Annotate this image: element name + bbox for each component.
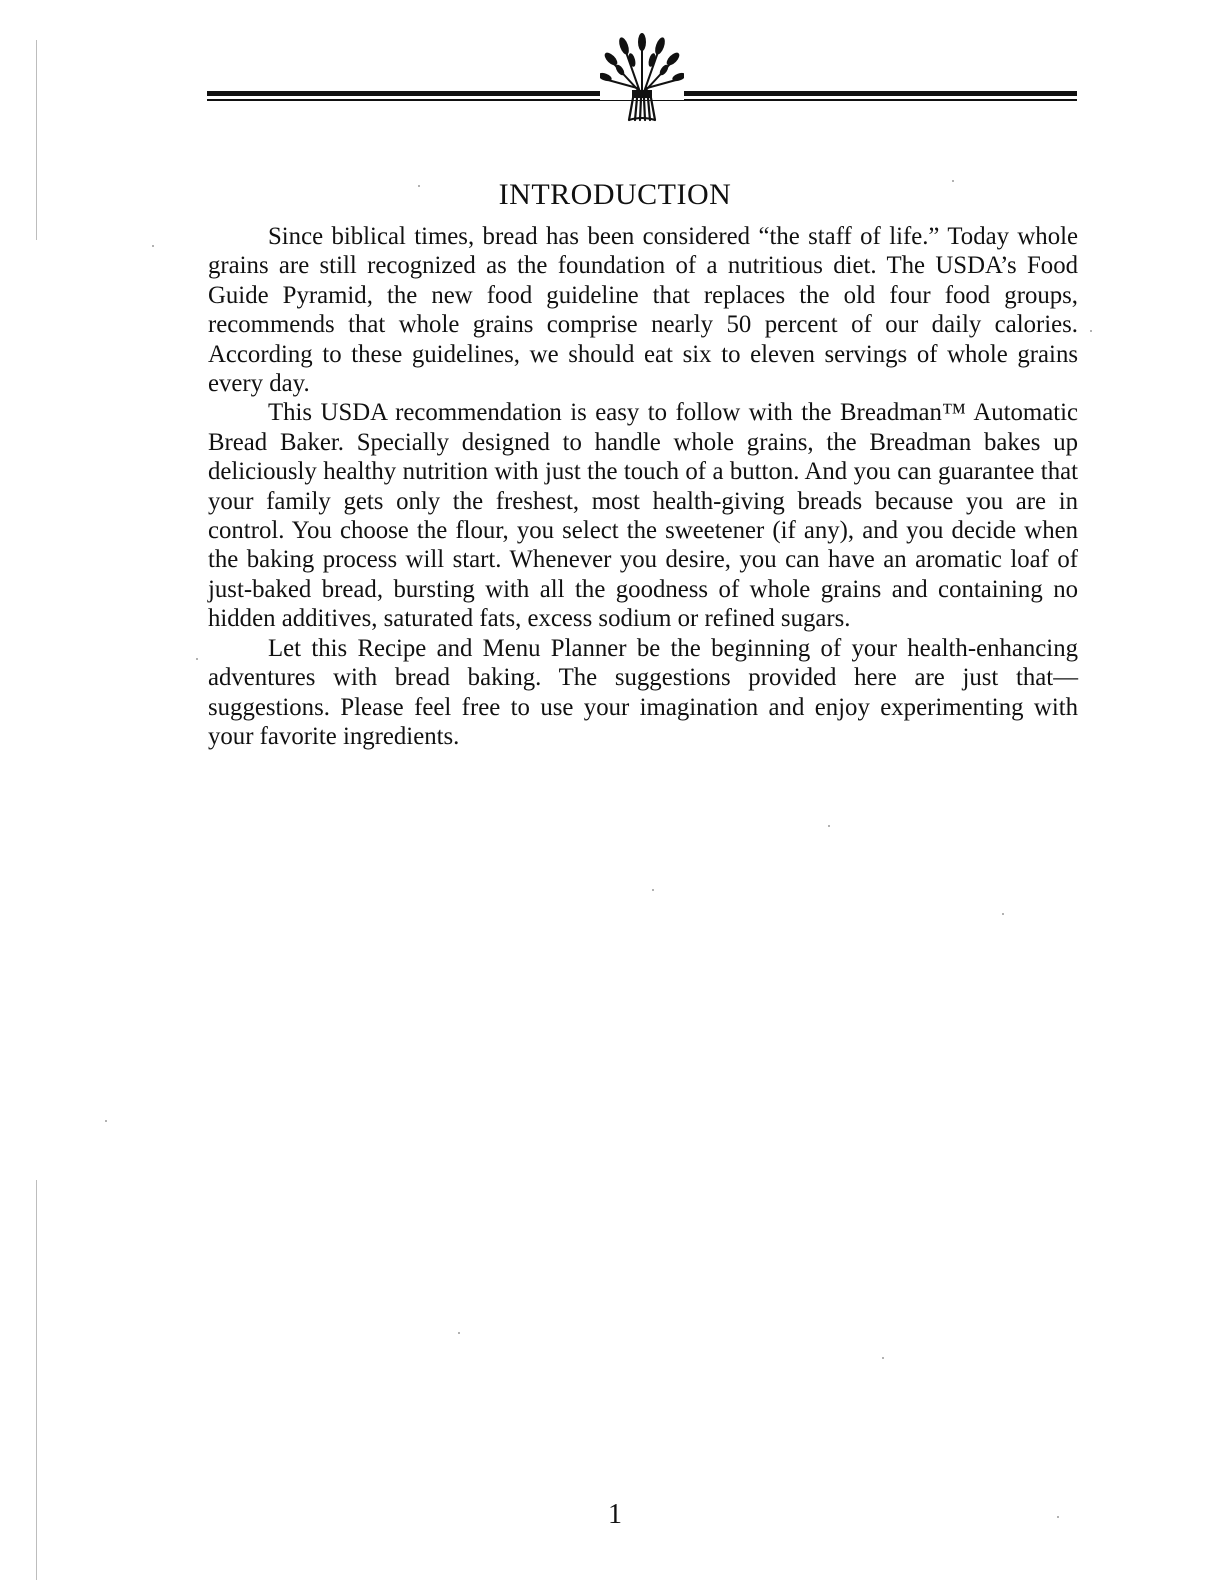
- scan-speck: [105, 1120, 107, 1122]
- paragraph-1: Since biblical times, bread has been considered “the staff of life.” Today whole grains are still recognized as the foundation of a nutritious diet. The USDA’s Food Guide Pyramid, the new food guideline that replaces the old four food groups, recommends that whole grains comprise nearly 50 percent of our daily calories. According to these guidelines, we should eat six to eleven servings of whole grains every day.: [208, 223, 1078, 398]
- scan-speck: [828, 825, 830, 827]
- paragraph-3: Let this Recipe and Menu Planner be the beginning of your health-enhancing adventures with bread baking. The suggestions provided here are just that—suggestions. Please feel free to use your imagination and enjoy experimenting with your favorite ingredients.: [208, 634, 1078, 750]
- scan-edge-line: [36, 1180, 37, 1580]
- scan-speck: [952, 180, 954, 182]
- scan-speck: [1090, 330, 1092, 332]
- scan-speck: [196, 658, 198, 660]
- scan-speck: [458, 1332, 460, 1334]
- scan-speck: [1002, 913, 1004, 915]
- body-text: [208, 222, 1078, 751]
- wheat-sheaf-icon: [600, 30, 684, 122]
- scan-speck: [152, 245, 154, 247]
- scan-speck: [882, 1357, 884, 1359]
- scan-speck: [418, 185, 420, 187]
- paragraph-2: This USDA recommendation is easy to follow with the Breadman™ Automatic Bread Baker. Specially designed to handle whole grains, the Breadman bakes up deliciously healthy nutrition with just the touch of a button. And you can guarantee that your family gets only the freshest, most health-giving breads because you are in control. You choose the flour, you select the sweetener (if any), and you decide when the baking process will start. Whenever you desire, you can have an aromatic loaf of just-baked bread, bursting with all the goodness of whole grains and containing no hidden additives, saturated fats, excess sodium or refined sugars.: [208, 399, 1078, 633]
- scan-speck: [1057, 1516, 1059, 1518]
- page-number: 1: [608, 1499, 622, 1530]
- scan-edge-line: [36, 40, 37, 240]
- scan-speck: [652, 889, 654, 891]
- page-title: INTRODUCTION: [498, 178, 732, 211]
